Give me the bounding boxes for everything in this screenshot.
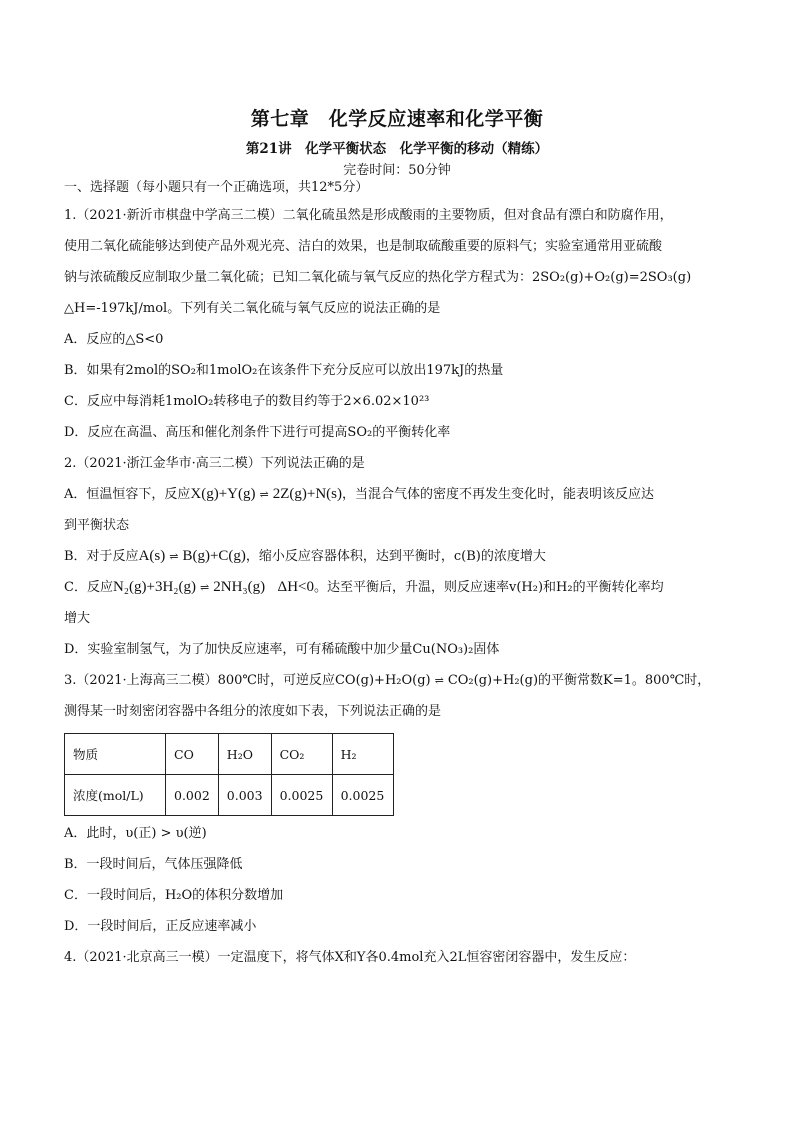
table-header-cell: CO₂ (271, 734, 332, 775)
reversible-arrow-icon: ⇌ (200, 581, 210, 594)
concentration-table (64, 733, 394, 816)
table-header-cell: H₂ (332, 734, 393, 775)
q2-c-pre: C．反应 (64, 580, 113, 595)
table-header-row (65, 734, 394, 775)
q2-a-pre: A．恒温恒容下，反应 (64, 487, 191, 502)
q1-line2: 使用二氧化硫能够达到使产品外观光亮、洁白的效果，也是制取硫酸重要的原料气；实验室通常用亚硫酸 (64, 239, 663, 254)
q1-line4: △H=-197kJ/mol。下列有关二氧化硫与氧气反应的说法正确的是 (64, 301, 441, 316)
section-heading: 一、选择题（每小题只有一个正确选项，共12*5分） (64, 180, 369, 195)
table-row (65, 775, 394, 816)
q1-option-b: B．如果有2mol的SO₂和1molO₂在该条件下充分反应可以放出197kJ的热量 (64, 363, 504, 378)
table-header-cell: CO (166, 734, 219, 775)
table-header-cell: 物质 (65, 734, 166, 775)
q2-c-equation-left: N₂(g)+3H₂(g) (112, 579, 197, 595)
reversible-arrow-icon: ⇌ (169, 550, 179, 563)
reversible-arrow-icon: ⇌ (259, 488, 269, 501)
q3-option-c: C．一段时间后，H₂O的体积分数增加 (64, 888, 284, 903)
q2-option-b (64, 541, 730, 572)
q1-option-c: C．反应中每消耗1molO₂转移电子的数目约等于2×6.02×10²³ (64, 394, 430, 409)
question-1 (64, 200, 730, 448)
q3-option-a: A．此时，υ(正) > υ(逆) (64, 826, 207, 841)
q2-a-post: ，当混合气体的密度不再发生变化时，能表明该反应达 (342, 487, 655, 502)
q3-option-d: D．一段时间后，正反应速率减小 (64, 919, 257, 934)
question-2 (64, 448, 730, 665)
q2-option-c (64, 572, 730, 603)
q2-b-equation-left: A(s) (138, 548, 166, 564)
q2-c-post: 。达至平衡后，升温，则反应速率v(H₂)和H₂的平衡转化率均 (314, 580, 664, 595)
q2-option-a (64, 479, 730, 510)
q3-line1-post: CO₂(g)+H₂(g)的平衡常数K=1。800℃时， (447, 673, 711, 688)
table-header-cell: H₂O (218, 734, 271, 775)
q3-line2: 测得某一时刻密闭容器中各组分的浓度如下表，下列说法正确的是 (64, 704, 442, 719)
table-cell: 0.0025 (332, 775, 393, 816)
question-4 (64, 942, 730, 973)
table-cell: 0.003 (218, 775, 271, 816)
q3-line1-pre: 3.（2021·上海高三二模）800℃时，可逆反应CO(g)+H₂O(g) (64, 673, 431, 688)
q2-option-c-cont: 增大 (64, 611, 91, 626)
q3-option-b: B．一段时间后，气体压强降低 (64, 857, 243, 872)
q1-option-a: A．反应的△S<0 (64, 332, 164, 347)
lesson-title: 第21讲 化学平衡状态 化学平衡的移动（精练） (245, 141, 549, 157)
table-cell: 0.002 (166, 775, 219, 816)
q3-line1 (64, 665, 730, 696)
q2-b-post: ，缩小反应容器体积，达到平衡时，c(B)的浓度增大 (245, 549, 546, 564)
q2-stem: 2.（2021·浙江金华市·高三二模）下列说法正确的是 (64, 456, 365, 471)
q1-option-d: D．反应在高温、高压和催化剂条件下进行可提高SO₂的平衡转化率 (64, 425, 451, 440)
q2-b-equation-right: B(g)+C(g) (182, 548, 246, 564)
q1-line1: 1.（2021·新沂市棋盘中学高三二模）二氧化硫虽然是形成酸雨的主要物质，但对食品有漂白和防腐作用， (64, 208, 673, 223)
chapter-title: 第七章 化学反应速率和化学平衡 (250, 108, 544, 130)
q1-line3: 钠与浓硫酸反应制取少量二氧化硫；已知二氧化硫与氧气反应的热化学方程式为：2SO₂(g)+O₂(g)=2SO₃(g) (64, 270, 692, 285)
q2-c-equation-right: 2NH₃(g) (213, 579, 266, 595)
q2-a-equation-left: X(g)+Y(g) (190, 486, 256, 502)
q2-c-enthalpy: ΔH<0 (277, 579, 314, 595)
q2-option-d: D．实验室制氢气，为了加快反应速率，可有稀硫酸中加少量Cu(NO₃)₂固体 (64, 642, 500, 657)
question-3 (64, 665, 730, 942)
document-page (64, 100, 730, 973)
table-cell: 0.0025 (271, 775, 332, 816)
q2-option-a-cont: 到平衡状态 (64, 518, 130, 533)
time-limit: 完卷时间：50分钟 (343, 163, 451, 178)
q2-b-pre: B．对于反应 (64, 549, 139, 564)
reversible-arrow-icon: ⇌ (434, 674, 444, 687)
q2-a-equation-right: 2Z(g)+N(s) (272, 486, 342, 502)
table-cell: 浓度(mol/L) (65, 775, 166, 816)
q4-stem: 4.（2021·北京高三一模）一定温度下，将气体X和Y各0.4mol充入2L恒容密闭容器中，发生反应： (64, 950, 636, 965)
